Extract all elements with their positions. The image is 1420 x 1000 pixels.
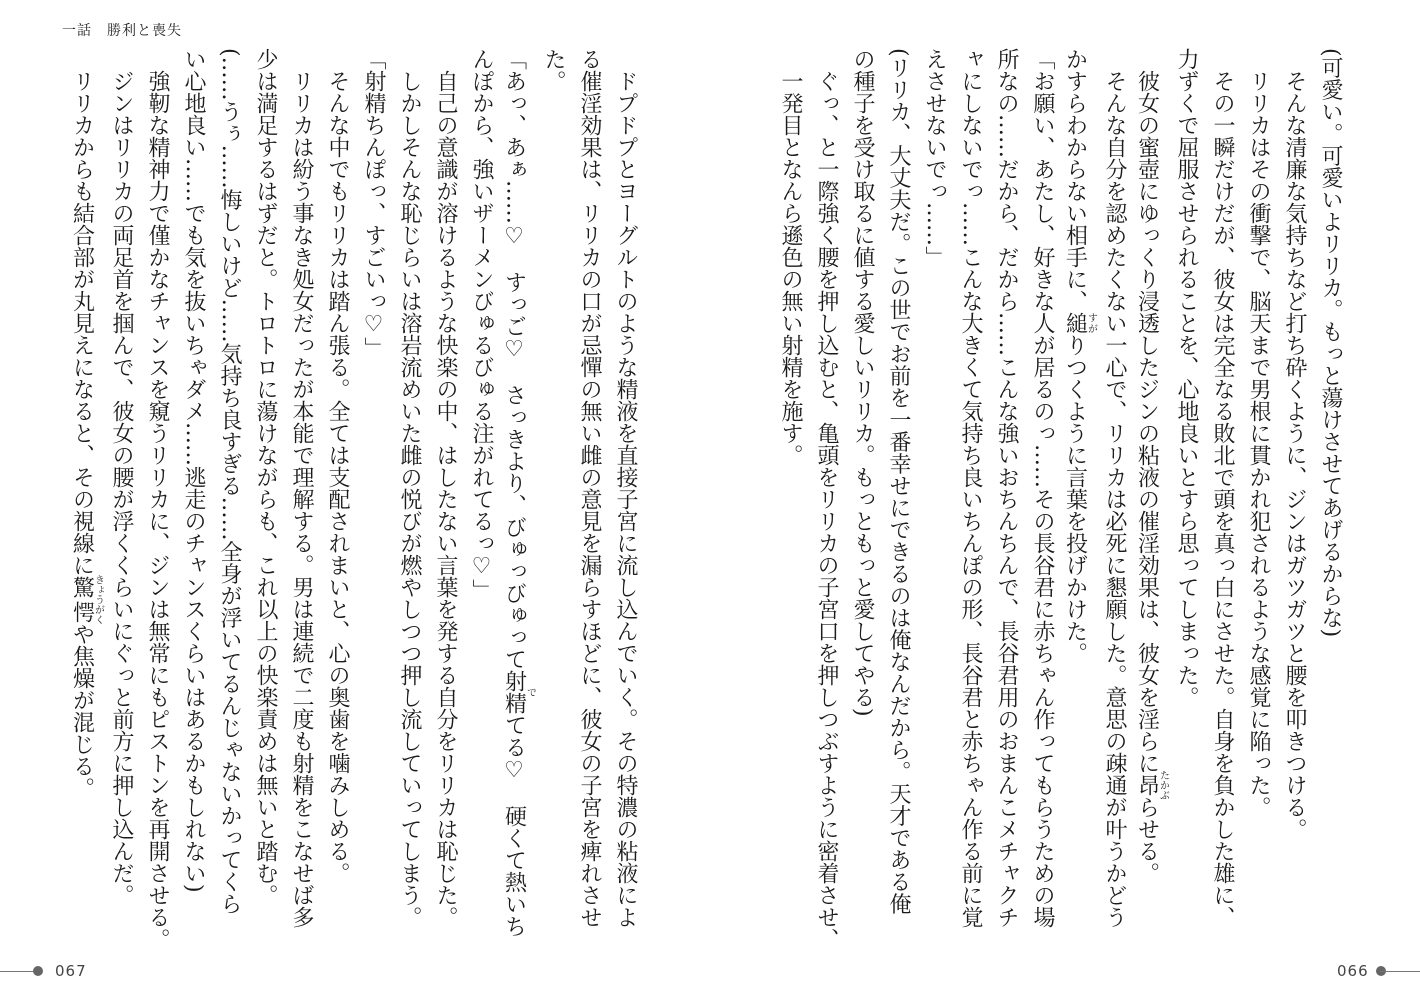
text-column: い心地良い……でも気を抜いちゃダメ……逃走のチャンスくらいはあるかもしれない) [181, 48, 206, 893]
text-column: 「射精ちんぽっ、すごいっ♡」 [361, 48, 386, 359]
text-column: ャにしないでっ……こんな大きくて気持ち良いちんぽの形、長谷君と赤ちゃん作る前に覚 [958, 48, 983, 928]
text-column: そんな自分を認めたくない一心で、リリカは必死に懇願した。意思の疎通が叶うかどう [1102, 70, 1127, 928]
text-column: しかしそんな恥じらいは溶岩流めいた雌の悦びが燃やしつつ押し流していってしまう。 [397, 70, 422, 928]
page-dot-left [33, 966, 43, 976]
text-column: た。 [541, 48, 566, 92]
text-column: かすらわからない相手に、縋すがりつくように言葉を投げかけた。 [1062, 48, 1097, 664]
text-column: 自己の意識が溶けるような快楽の中、はしたない言葉を発する自分をリリカは恥じた。 [433, 70, 458, 928]
page-number-left: 067 [55, 962, 87, 980]
text-column: リリカはその衝撃で、脳天まで男根に貫かれ犯されるような感覚に陥った。 [1246, 70, 1271, 818]
text-column: の種子を受け取るに値する愛しいリリカ。もっともっと愛してやる) [850, 48, 875, 717]
text-column: 所なの……だから、だから……こんな強いおちんちんで、長谷君用のおまんこメチャクチ [994, 48, 1019, 928]
text-column: リリカは紛う事なき処女だったが本能で理解する。男は連続で二度も射精をこなせば多 [289, 70, 314, 928]
text-column: 一発目となんら遜色の無い射精を施す。 [778, 70, 803, 466]
text-column: えさせないでっ……」 [922, 48, 947, 268]
text-column: そんな中でもリリカは踏ん張る。全ては支配されまいと、心の奥歯を噛みしめる。 [325, 70, 350, 884]
text-column: ジンはリリカの両足首を掴んで、彼女の腰が浮くくらいにぐっと前方に押し込んだ。 [109, 70, 134, 906]
text-column: そんな清廉な気持ちなど打ち砕くように、ジンはガツガツと腰を叩きつける。 [1282, 70, 1307, 840]
text-column: 「あっ、あぁ……♡ すっご♡ さっきより、びゅっびゅって射精でてる♡ 硬くて熱いち [501, 48, 536, 937]
page-rule-right [1380, 971, 1420, 972]
text-column: (可愛い。可愛いよリリカ。もっと蕩けさせてあげるからな) [1318, 48, 1343, 638]
ruby-annotation: 射精で [501, 670, 536, 714]
left-page-text [67, 48, 643, 953]
text-column: る催淫効果は、リリカの口が忌憚の無い雌の意見を漏らすほどに、彼女の子宮を痺れさせ [577, 48, 602, 928]
ruby-annotation: 昂たかぶ [1134, 770, 1169, 800]
chapter-header: 一話 勝利と喪失 [62, 23, 182, 39]
text-column: リリカからも結合部が丸見えになると、その視線に驚愕きょうがくや焦燥が混じる。 [69, 70, 104, 799]
ruby-annotation: 驚愕きょうがく [69, 574, 104, 625]
ruby-annotation: 縋すが [1062, 312, 1097, 334]
text-column: (……うぅ……悔しいけど……気持ち良すぎる……全身が浮いてるんじゃないかってくら [217, 48, 242, 915]
text-column: ぐっ、と一際強く腰を押し込むと、亀頭をリリカの子宮口を押しつぶすように密着させ、 [814, 70, 839, 950]
page-number-right: 066 [1337, 962, 1369, 980]
text-column: ドプドプとヨーグルトのような精液を直接子宮に流し込んでいく。その特濃の粘液によ [613, 70, 638, 928]
text-column: 力ずくで屈服させられることを、心地良いとすら思ってしまった。 [1174, 48, 1199, 708]
right-page-text [772, 48, 1348, 953]
text-column: んぽから、強いザーメンびゅるびゅる注がれてるっ♡」 [469, 48, 494, 601]
text-column: その一瞬だけだが、彼女は完全なる敗北で頭を真っ白にさせた。自身を負かした雄に、 [1210, 70, 1235, 928]
text-column: 「お願い、あたし、好きな人が居るのっ……その長谷君に赤ちゃん作ってもらうための場 [1030, 48, 1055, 928]
text-column: 少は満足するはずだと。トロトロに蕩けながらも、これ以上の快楽責めは無いと踏む。 [253, 48, 278, 906]
text-column: 彼女の蜜壺にゆっくり浸透したジンの粘液の催淫効果は、彼女を淫らに昂たかぶらせる。 [1134, 70, 1169, 884]
text-column: (リリカ、大丈夫だ。この世でお前を一番幸せにできるのは俺なんだから。天才である俺 [886, 48, 911, 915]
text-column: 強靭な精神力で僅かなチャンスを窺うリリカに、ジンは無常にもピストンを再開させる。 [145, 70, 170, 950]
